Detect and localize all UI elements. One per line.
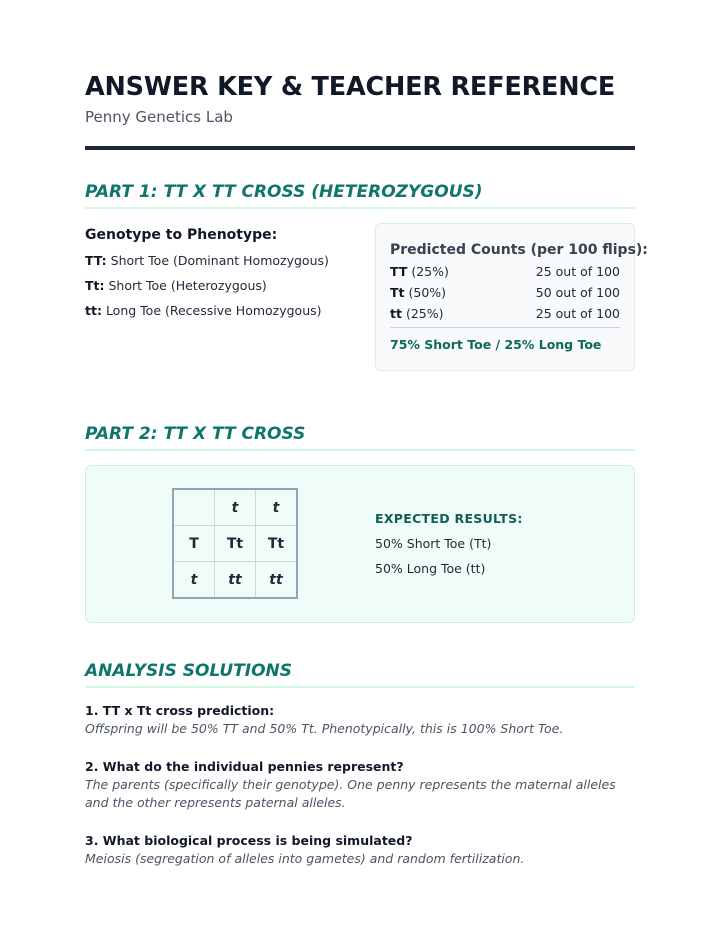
genotype-desc: Short Toe (Dominant Homozygous) xyxy=(110,253,329,268)
part2-heading: PART 2: TT X TT CROSS xyxy=(85,422,635,451)
title-divider xyxy=(85,146,635,150)
punnett-cell: Tt xyxy=(256,526,298,562)
analysis-item xyxy=(85,758,635,812)
genotype-code: tt: xyxy=(85,303,102,318)
genotype-code: TT: xyxy=(85,253,107,268)
genotype-phenotype-list xyxy=(85,225,355,320)
count-genotype: Tt xyxy=(390,285,405,300)
count-value: 25 out of 100 xyxy=(535,306,620,321)
analysis-question: 1. TT x Tt cross prediction: xyxy=(85,703,275,718)
counts-divider xyxy=(390,327,620,328)
punnett-square xyxy=(172,488,298,599)
count-value: 50 out of 100 xyxy=(535,285,620,300)
part1-section xyxy=(85,223,648,388)
result-item: 50% Short Toe (Tt) xyxy=(375,536,492,551)
punnett-corner-cell xyxy=(173,489,215,526)
genotype-row xyxy=(85,252,355,270)
punnett-cell: tt xyxy=(256,562,298,599)
phenotype-summary: 75% Short Toe / 25% Long Toe xyxy=(390,337,602,352)
results-title: EXPECTED RESULTS: xyxy=(375,511,523,526)
genotype-title: Genotype to Phenotype: xyxy=(85,227,278,243)
genotype-desc: Short Toe (Heterozygous) xyxy=(108,278,267,293)
page-subtitle: Penny Genetics Lab xyxy=(85,108,233,126)
count-percent: (50%) xyxy=(408,285,447,300)
genotype-desc: Long Toe (Recessive Homozygous) xyxy=(105,303,322,318)
genotype-row xyxy=(85,277,355,295)
predicted-counts-box xyxy=(375,223,648,371)
count-row xyxy=(390,284,620,302)
analysis-item xyxy=(85,832,635,868)
analysis-answer: Offspring will be 50% TT and 50% Tt. Phenotypically, this is 100% Short Toe. xyxy=(85,721,564,736)
punnett-side-allele: t xyxy=(173,562,215,599)
punnett-cell: tt xyxy=(215,562,256,599)
punnett-section xyxy=(85,465,635,623)
page-title: ANSWER KEY & TEACHER REFERENCE xyxy=(85,72,616,102)
punnett-side-allele: T xyxy=(173,526,215,562)
punnett-top-allele: t xyxy=(215,489,256,526)
part1-heading: PART 1: TT X TT CROSS (HETEROZYGOUS) xyxy=(85,180,635,209)
counts-title: Predicted Counts (per 100 flips): xyxy=(390,242,648,258)
punnett-cell: Tt xyxy=(215,526,256,562)
punnett-top-allele: t xyxy=(256,489,298,526)
count-percent: (25%) xyxy=(405,306,444,321)
genotype-row xyxy=(85,302,355,320)
count-genotype: tt xyxy=(390,306,402,321)
analysis-answer: The parents (specifically their genotype). One penny represents the maternal alleles and the other represents paternal alleles. xyxy=(85,777,616,810)
count-genotype: TT xyxy=(390,264,408,279)
expected-results xyxy=(375,510,625,578)
analysis-item xyxy=(85,702,635,738)
count-percent: (25%) xyxy=(411,264,449,279)
count-row xyxy=(390,263,620,281)
analysis-answer: Meiosis (segregation of alleles into gametes) and random fertilization. xyxy=(85,851,525,866)
answer-key-page xyxy=(85,70,648,868)
analysis-question: 3. What biological process is being simulated? xyxy=(85,833,413,848)
genotype-code: Tt: xyxy=(85,278,105,293)
count-value: 25 out of 100 xyxy=(535,264,620,279)
count-row xyxy=(390,305,620,323)
result-item: 50% Long Toe (tt) xyxy=(375,561,486,576)
analysis-heading: ANALYSIS SOLUTIONS xyxy=(85,659,635,688)
analysis-question: 2. What do the individual pennies represent? xyxy=(85,759,404,774)
